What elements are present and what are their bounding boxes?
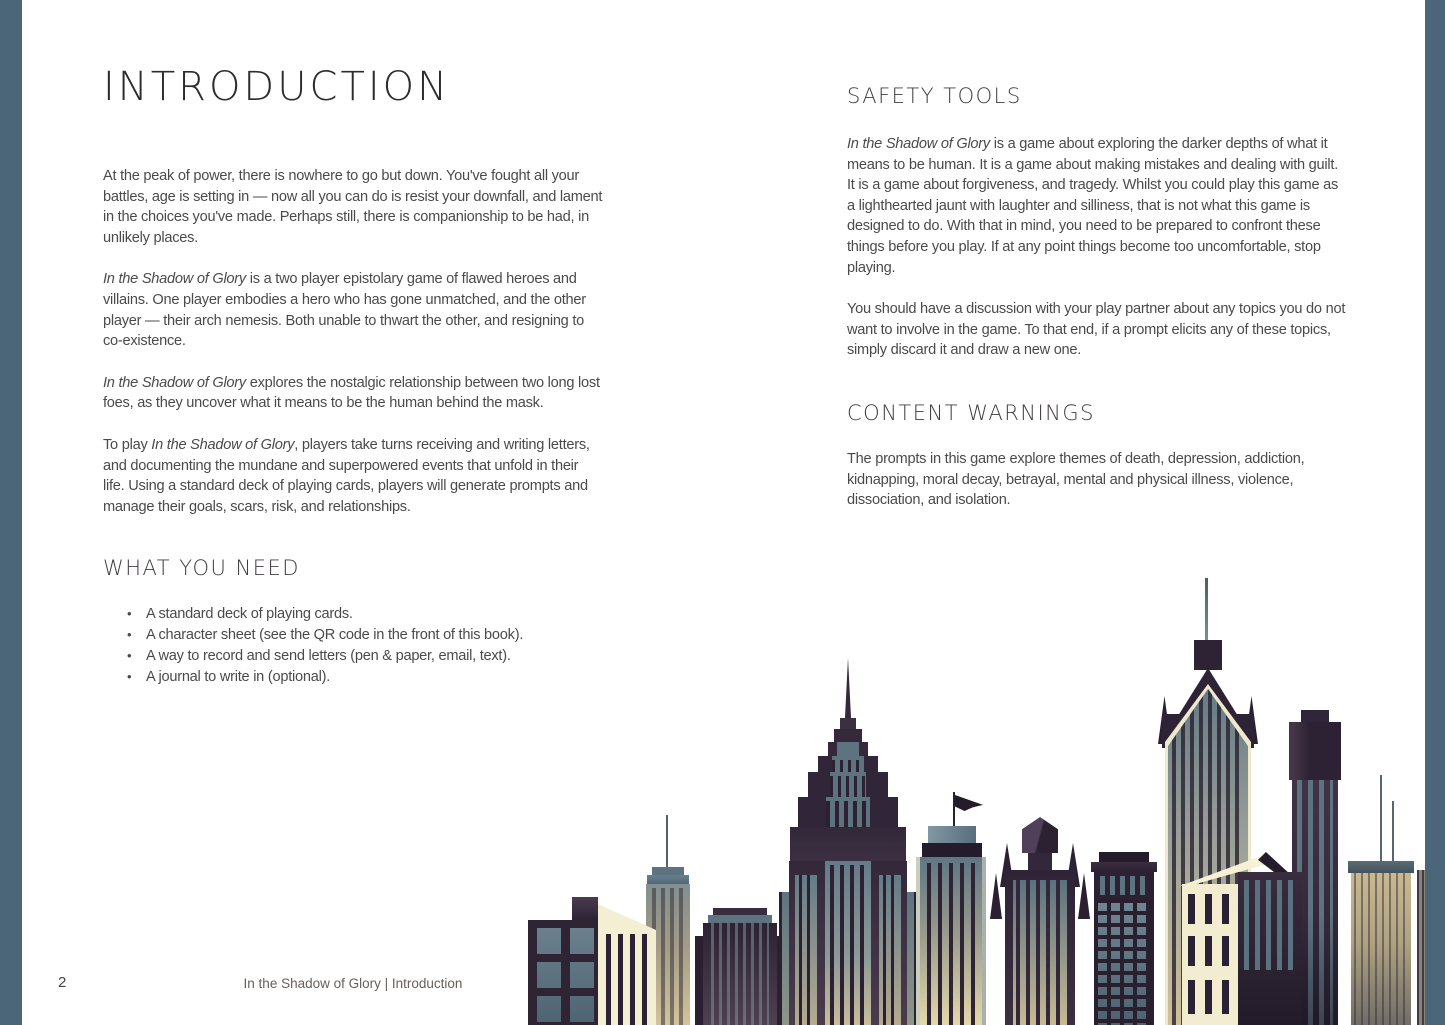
- grid-tower-cap: [1099, 852, 1149, 862]
- pitched-side-tower: [1238, 872, 1302, 1025]
- flag-tower-shaft: [916, 857, 986, 1025]
- empire-tier: [798, 797, 898, 827]
- right-column: [847, 0, 1347, 532]
- empire-wing: [779, 892, 789, 1025]
- building-flag-tower: [916, 792, 986, 1025]
- grid-tower-cap: [1091, 862, 1157, 872]
- building-empire-tower: [772, 658, 924, 1025]
- flag-pennant: [955, 795, 983, 811]
- safety-paragraph-2: You should have a discussion with your play partner about any topics you do not want to involve in the game. To that end, if a prompt elicits any of these topics, simply discard it and draw a new one.: [847, 301, 1346, 359]
- page-edge-strip: [1425, 0, 1445, 1025]
- crystal-spike: [1078, 873, 1090, 919]
- antenna-spire: [666, 815, 668, 871]
- building-tan-tower-cap: [647, 875, 689, 884]
- building-tan-antenna-tower: [1348, 775, 1414, 1025]
- empire-tier: [818, 756, 878, 772]
- content-warnings-paragraph: The prompts in this game explore themes of death, depression, addiction, kidnapping, moral decay, betrayal, mental and physical illness, violence, dissociation, and isolation.: [847, 450, 1305, 509]
- page-number: 2: [58, 974, 67, 991]
- city-skyline-illustration: [520, 570, 1425, 1025]
- window-slits: [1188, 894, 1232, 924]
- empire-window-panel: [795, 875, 817, 1025]
- antenna: [1380, 775, 1382, 861]
- antenna: [1392, 801, 1394, 861]
- intro-paragraph-3: In the Shadow of Glory explores the nostalgic relationship between two long lost foes, as they uncover what it means to be the human behind the mask.: [103, 374, 600, 412]
- empire-tier: [828, 742, 868, 756]
- intro-paragraph-4: To play In the Shadow of Glory, players take turns receiving and writing letters, and documenting the mundane and superpowered events that unfold in their life. Using a standard deck of playing cards, players will generate prompts and manage their goals, scars, risk, and relationships.: [103, 436, 590, 515]
- building-edge-sliver: [1417, 870, 1425, 1025]
- grid-tower-body: [1094, 899, 1154, 1025]
- flag-tower-cap: [928, 826, 976, 843]
- window-slits: [1188, 936, 1232, 966]
- tan-tower-shaft: [1351, 873, 1411, 1025]
- box-tower-top: [1289, 722, 1341, 780]
- flag-pole: [953, 792, 955, 828]
- crystal-neck: [1028, 853, 1052, 870]
- safety-paragraph-1: In the Shadow of Glory is a game about exploring the darker depths of what it means to be human. It is a game about making mistakes and dealing with guilt. It is a game about forgiveness, and tragedy. Whilst you could play this game as a lighthearted jaunt with laughter and silliness, that is not what this game is designed to do. With that in mind, you need to be prepared to confront these things before you play. If at any point things become too uncomfortable, stop playing.: [847, 136, 1339, 276]
- building-cream-pitched: [1180, 826, 1302, 1025]
- empire-tier: [790, 827, 906, 861]
- empire-tier: [840, 718, 856, 729]
- window-slits: [1188, 980, 1232, 1014]
- building-plum-striped: [703, 923, 777, 1025]
- building-grid-tower: [1091, 852, 1157, 1025]
- need-list-item: • A character sheet (see the QR code in the front of this book).: [103, 625, 603, 646]
- content-warnings-heading: CONTENT WARNINGS: [847, 400, 1095, 425]
- need-list-item: • A way to record and send letters (pen & paper, email, text).: [103, 646, 603, 667]
- gothic-antenna: [1205, 578, 1208, 642]
- crystal-spike: [990, 873, 1002, 919]
- need-list-item: • A journal to write in (optional).: [103, 667, 603, 688]
- intro-paragraph-1: At the peak of power, there is nowhere to go but down. You've fought all your battles, age is setting in — now all you can do is resist your downfall, and lament in the choices you've made. Perhaps still, there is companionship to be had, in unlikely places.: [103, 168, 603, 246]
- building-grid-rooftop: [572, 897, 598, 921]
- empire-window-panel: [825, 861, 871, 1025]
- crystal-window-panel: [1013, 880, 1067, 1025]
- safety-tools-heading: SAFETY TOOLS: [847, 84, 1022, 108]
- gothic-crown-box: [1194, 640, 1222, 670]
- box-tower-cap: [1301, 710, 1329, 722]
- footer-running-title: In the Shadow of Glory | Introduction: [243, 976, 463, 991]
- empire-spire: [844, 658, 852, 718]
- crystal-crown: [1022, 817, 1058, 853]
- what-you-need-heading: WHAT YOU NEED: [103, 556, 300, 581]
- page-title: INTRODUCTION: [103, 64, 451, 110]
- empire-window-panel: [879, 875, 901, 1025]
- building-plum-striped-band: [708, 915, 772, 923]
- empire-tier: [834, 729, 862, 742]
- page-spine-strip: [0, 0, 22, 1025]
- building-crystal-tower: [990, 817, 1090, 1025]
- empire-tier: [808, 772, 888, 797]
- building-grid-windows: [528, 920, 609, 1025]
- grid-tower-band: [1094, 872, 1154, 899]
- intro-paragraph-2: In the Shadow of Glory is a two player epistolary game of flawed heroes and villains. One player embodies a hero who has gone unmatched, and the other player — their arch nemesis. Both unable to thwart the other, and resigning to co-existence.: [103, 271, 586, 350]
- tan-tower-cap: [1348, 861, 1414, 873]
- flag-tower-band: [922, 843, 982, 857]
- pitched-cream-face: [1182, 884, 1238, 1025]
- need-list-item: • A standard deck of playing cards.: [103, 604, 603, 625]
- building-plum-shoulder: [695, 936, 703, 1025]
